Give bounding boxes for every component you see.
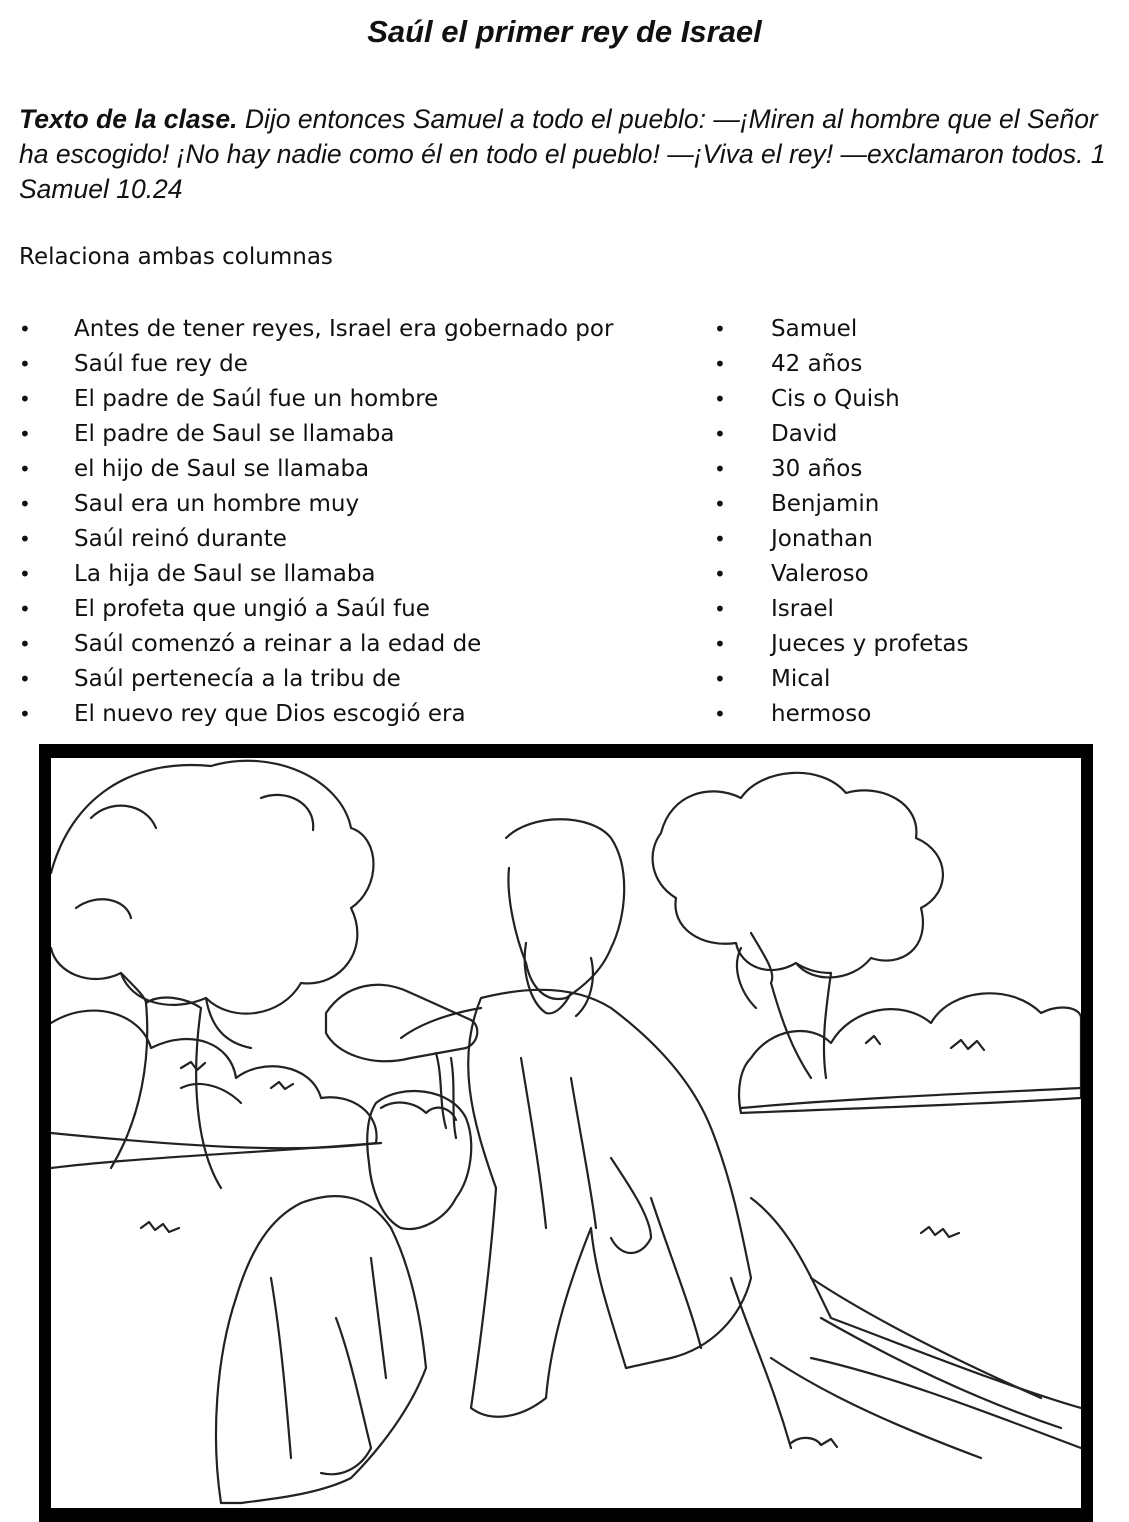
left-item: • El padre de Saúl fue un hombre xyxy=(19,382,689,417)
anointing-horn xyxy=(326,985,477,1061)
page-title: Saúl el primer rey de Israel xyxy=(367,14,762,49)
left-item: • Saúl reinó durante xyxy=(19,522,689,557)
bullet-icon: • xyxy=(19,457,31,481)
bullet-icon: • xyxy=(714,492,726,516)
prophet-arm xyxy=(401,1008,651,1253)
left-item: • Antes de tener reyes, Israel era gobernado por xyxy=(19,312,689,347)
bullet-icon: • xyxy=(19,562,31,586)
coloring-illustration xyxy=(51,758,1081,1508)
grass-tuft xyxy=(141,1222,959,1447)
bullet-icon: • xyxy=(714,317,726,341)
river-bank xyxy=(731,1198,1081,1448)
bullet-icon: • xyxy=(714,667,726,691)
left-item: • El profeta que ungió a Saúl fue xyxy=(19,592,689,627)
bullet-icon: • xyxy=(714,702,726,726)
right-tree-canopy xyxy=(653,773,943,978)
right-item: • Mical xyxy=(714,662,1114,697)
left-tree-canopy-detail xyxy=(76,795,313,918)
right-item: • 30 años xyxy=(714,452,1114,487)
right-item: • Valeroso xyxy=(714,557,1114,592)
bullet-icon: • xyxy=(714,597,726,621)
bullet-icon: • xyxy=(19,422,31,446)
bullet-icon: • xyxy=(19,352,31,376)
bullet-icon: • xyxy=(714,352,726,376)
right-item: • 42 años xyxy=(714,347,1114,382)
bullet-icon: • xyxy=(19,632,31,656)
right-item: • Israel xyxy=(714,592,1114,627)
bullet-icon: • xyxy=(19,317,31,341)
bullet-icon: • xyxy=(19,527,31,551)
saul-arm xyxy=(321,1318,371,1474)
bullet-icon: • xyxy=(714,562,726,586)
bullet-icon: • xyxy=(714,632,726,656)
left-item: • La hija de Saul se llamaba xyxy=(19,557,689,592)
bullet-icon: • xyxy=(19,597,31,621)
prophet-beard xyxy=(525,943,593,1016)
bullet-icon: • xyxy=(714,387,726,411)
prophet-robe xyxy=(468,990,751,1417)
left-item: • Saúl fue rey de xyxy=(19,347,689,382)
bullet-icon: • xyxy=(19,387,31,411)
river-flow xyxy=(771,1278,1061,1458)
right-item: • Jonathan xyxy=(714,522,1114,557)
left-item: • Saúl comenzó a reinar a la edad de xyxy=(19,627,689,662)
bullet-icon: • xyxy=(714,422,726,446)
left-item: • El nuevo rey que Dios escogió era xyxy=(19,697,689,732)
left-item: • Saúl pertenecía a la tribu de xyxy=(19,662,689,697)
left-tree-canopy xyxy=(51,761,374,1014)
bullet-icon: • xyxy=(714,457,726,481)
right-column-list xyxy=(714,312,1114,732)
verse-text: Dijo entonces Samuel a todo el pueblo: —¡Miren al hombre que el Señor ha escogido! ¡No hay nadie como él en todo el pueblo! —¡Viva el rey! —exclamaron todos. 1 Samuel 10.24 xyxy=(19,104,1106,204)
right-bush-detail xyxy=(866,1036,984,1050)
right-item: • Samuel xyxy=(714,312,1114,347)
bullet-icon: • xyxy=(714,527,726,551)
saul-robe-folds xyxy=(271,1258,386,1458)
left-bush xyxy=(51,1011,377,1149)
right-item: • David xyxy=(714,417,1114,452)
prophet-robe-folds xyxy=(521,1058,701,1348)
horizon-line xyxy=(51,1088,1081,1168)
right-item: • Cis o Quish xyxy=(714,382,1114,417)
instruction-text: Relaciona ambas columnas xyxy=(19,244,333,270)
illustration-frame xyxy=(39,744,1093,1522)
prophet-head xyxy=(506,819,624,999)
bullet-icon: • xyxy=(19,667,31,691)
left-column-list xyxy=(19,312,689,732)
right-bush xyxy=(739,993,1081,1113)
left-item: • El padre de Saul se llamaba xyxy=(19,417,689,452)
left-item: • el hijo de Saul se llamaba xyxy=(19,452,689,487)
verse-label: Texto de la clase. xyxy=(19,104,238,134)
saul-head xyxy=(367,1091,471,1229)
lesson-verse xyxy=(19,102,1109,207)
left-item: • Saul era un hombre muy xyxy=(19,487,689,522)
bullet-icon: • xyxy=(19,702,31,726)
right-item: • Jueces y profetas xyxy=(714,627,1114,662)
bullet-icon: • xyxy=(19,492,31,516)
right-item: • hermoso xyxy=(714,697,1114,732)
saul-body xyxy=(216,1196,426,1503)
right-item: • Benjamin xyxy=(714,487,1114,522)
